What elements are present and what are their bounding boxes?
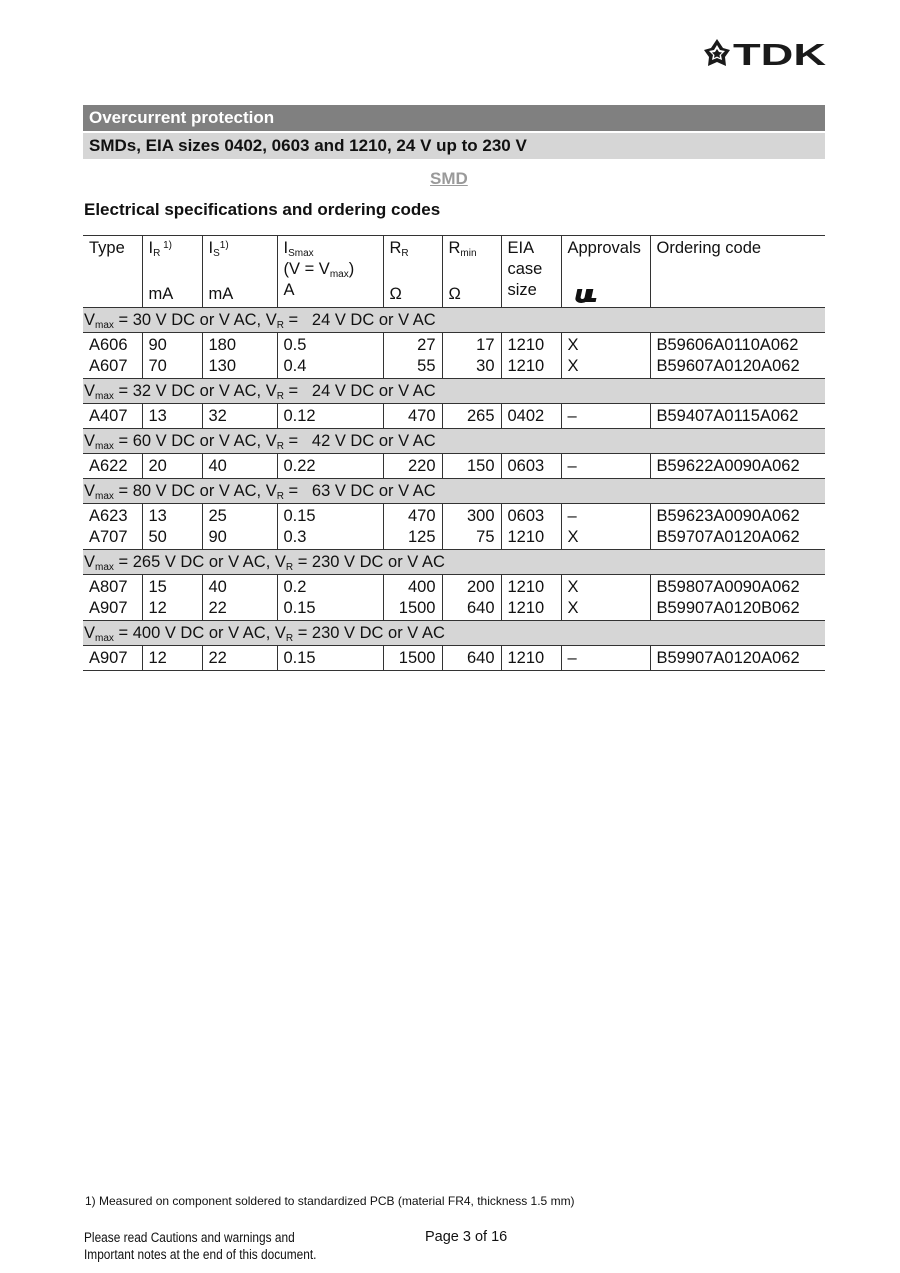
cell-ir: 15 [142,575,202,599]
header-ismax: $I_{Smax}$ $(V = V_{max})$ A [277,236,383,308]
table-row [83,454,825,479]
group-label-part: V [84,382,96,400]
group-label-part: = 63 V DC or V AC [283,482,436,500]
table-row [83,333,825,357]
cell-ismax: 0.12 [277,404,383,429]
cell-code: B59622A0090A062 [650,454,825,479]
svg-text:TDK: TDK [733,38,827,68]
header-ordering-code: Ordering code [650,236,825,308]
group-label-part: V [84,624,96,642]
cell-rr: 27 [383,333,442,357]
cell-code: B59807A0090A062 [650,575,825,599]
group-label-part: max [95,391,114,402]
cell-is: 32 [202,404,277,429]
cell-type: A907 [89,599,128,617]
cell-approval: X [561,575,650,599]
cell-is: 40 [202,454,277,479]
cell-rr: 400 [383,575,442,599]
voltage-group-label [83,621,825,646]
group-label-part: R [276,491,284,502]
cell-ir: 70 [142,356,202,379]
cell-eia: 0603 [501,504,561,528]
cell-approval: – [561,404,650,429]
cell-type: A807 [89,578,128,596]
cell-ir: 20 [142,454,202,479]
cell-eia: 1210 [501,575,561,599]
cell-ismax: 0.15 [277,646,383,671]
cell-code: B59407A0115A062 [650,404,825,429]
cell-is: 90 [202,527,277,550]
voltage-group-label [83,550,825,575]
group-label-part: = 230 V DC or V AC [293,553,445,571]
cell-ir: 12 [142,598,202,621]
header-approvals: Approvals [561,236,650,308]
group-label-part: = 400 V DC or V AC, V [113,624,286,642]
cell-eia: 1210 [501,527,561,550]
cell-rmin: 30 [442,356,501,379]
cell-is: 22 [202,646,277,671]
group-label-part: = 24 V DC or V AC [283,382,436,400]
voltage-group-row [83,621,825,646]
voltage-group-label [83,479,825,504]
cell-ismax: 0.15 [277,598,383,621]
cell-rr: 55 [383,356,442,379]
cell-code: B59707A0120A062 [650,527,825,550]
cell-approval: X [561,356,650,379]
cell-ismax: 0.5 [277,333,383,357]
footer-notice-line2: Important notes at the end of this document. [84,1247,317,1262]
group-label-part: max [95,441,114,452]
footer-notice-line1: Please read Cautions and warnings and [84,1230,295,1245]
spec-table [83,235,825,671]
group-label-part: V [84,482,96,500]
cell-is: 40 [202,575,277,599]
group-label-part: = 32 V DC or V AC, V [113,382,277,400]
cell-rr: 470 [383,404,442,429]
cell-is: 25 [202,504,277,528]
cell-type: A407 [89,407,128,425]
group-label-part: max [95,320,114,331]
cell-approval: X [561,598,650,621]
header-is: $I_S^{1)}$ mA [202,236,277,308]
cell-rr: 125 [383,527,442,550]
group-label-part: = 230 V DC or V AC [293,624,445,642]
table-row [83,404,825,429]
cell-rr: 220 [383,454,442,479]
cell-rmin: 265 [442,404,501,429]
voltage-group-label [83,379,825,404]
cell-approval: X [561,333,650,357]
header-ir: $I_R$ $^{1)}$ mA [142,236,202,308]
cell-ir: 13 [142,504,202,528]
tdk-logo [703,38,827,68]
group-label-part: = 265 V DC or V AC, V [113,553,286,571]
cell-rmin: 75 [442,527,501,550]
table-row [83,527,825,550]
cell-ismax: 0.22 [277,454,383,479]
cell-ir: 50 [142,527,202,550]
header-eia: EIA case size [501,236,561,308]
group-label-part: V [84,432,96,450]
cell-eia: 1210 [501,598,561,621]
cell-eia: 0402 [501,404,561,429]
cell-ismax: 0.4 [277,356,383,379]
group-label-part: V [84,553,96,571]
group-label-part: = 60 V DC or V AC, V [113,432,277,450]
cell-is: 130 [202,356,277,379]
group-label-part: V [84,311,96,329]
cell-eia: 0603 [501,454,561,479]
footnote: 1) Measured on component soldered to standardized PCB (material FR4, thickness 1.5 mm) [85,1194,575,1208]
group-label-part: max [95,562,114,573]
cell-approval: X [561,527,650,550]
group-label-part: R [285,633,294,644]
cell-approval: – [561,454,650,479]
cell-rr: 1500 [383,598,442,621]
voltage-group-row [83,429,825,454]
cell-rr: 470 [383,504,442,528]
cell-type: A707 [89,528,128,546]
footer-notice [84,1229,316,1263]
cell-ismax: 0.2 [277,575,383,599]
group-label-part: = 80 V DC or V AC, V [113,482,277,500]
cell-code: B59623A0090A062 [650,504,825,528]
cell-code: B59907A0120B062 [650,598,825,621]
group-label-part: max [95,491,114,502]
category-banner: Overcurrent protection [83,105,825,131]
voltage-group-label [83,429,825,454]
header-rmin: $R_{min}$ Ω [442,236,501,308]
smd-tag: SMD [430,169,468,188]
cell-type: A907 [83,646,142,671]
header-type: Type [83,236,142,308]
section-title: Electrical specifications and ordering codes [84,200,441,219]
group-label-part: R [276,441,284,452]
group-label-part: R [276,320,284,331]
cell-rmin: 300 [442,504,501,528]
group-label-part: = 24 V DC or V AC [283,311,436,329]
cell-rmin: 200 [442,575,501,599]
voltage-group-row [83,479,825,504]
cell-type: A607 [89,357,128,375]
group-label-part: R [285,562,294,573]
cell-ismax: 0.15 [277,504,383,528]
table-header-row [83,236,825,308]
ul-recognized-icon [572,286,598,304]
voltage-group-row [83,308,825,333]
cell-approval: – [561,504,650,528]
cell-type: A622 [89,457,128,475]
group-label-part: = 42 V DC or V AC [283,432,436,450]
cell-rmin: 17 [442,333,501,357]
cell-rr: 1500 [383,646,442,671]
cell-rmin: 150 [442,454,501,479]
table-row [83,504,825,528]
page-number: Page 3 of 16 [425,1229,508,1245]
table-row [83,575,825,599]
cell-code: B59606A0110A062 [650,333,825,357]
cell-ir: 90 [142,333,202,357]
cell-ismax: 0.3 [277,527,383,550]
cell-is: 180 [202,333,277,357]
voltage-group-label [83,308,825,333]
cell-ir: 12 [142,646,202,671]
cell-code: B59607A0120A062 [650,356,825,379]
cell-eia: 1210 [501,333,561,357]
table-row [83,356,825,379]
voltage-group-row [83,379,825,404]
header-rr: $R_R$ Ω [383,236,442,308]
cell-approval: – [561,646,650,671]
cell-code: B59907A0120A062 [650,646,825,671]
group-label-part: = 30 V DC or V AC, V [113,311,277,329]
group-label-part: max [95,633,114,644]
table-row [83,598,825,621]
cell-rmin: 640 [442,646,501,671]
subtitle-banner: SMDs, EIA sizes 0402, 0603 and 1210, 24 V up to 230 V [83,133,825,159]
cell-ir: 13 [142,404,202,429]
cell-type: A623 [89,507,128,525]
cell-is: 22 [202,598,277,621]
voltage-group-row [83,550,825,575]
cell-eia: 1210 [501,356,561,379]
cell-rmin: 640 [442,598,501,621]
tdk-logo-icon [703,38,827,68]
group-label-part: R [276,391,284,402]
cell-type: A606 [89,336,128,354]
table-row [83,646,825,671]
cell-eia: 1210 [501,646,561,671]
